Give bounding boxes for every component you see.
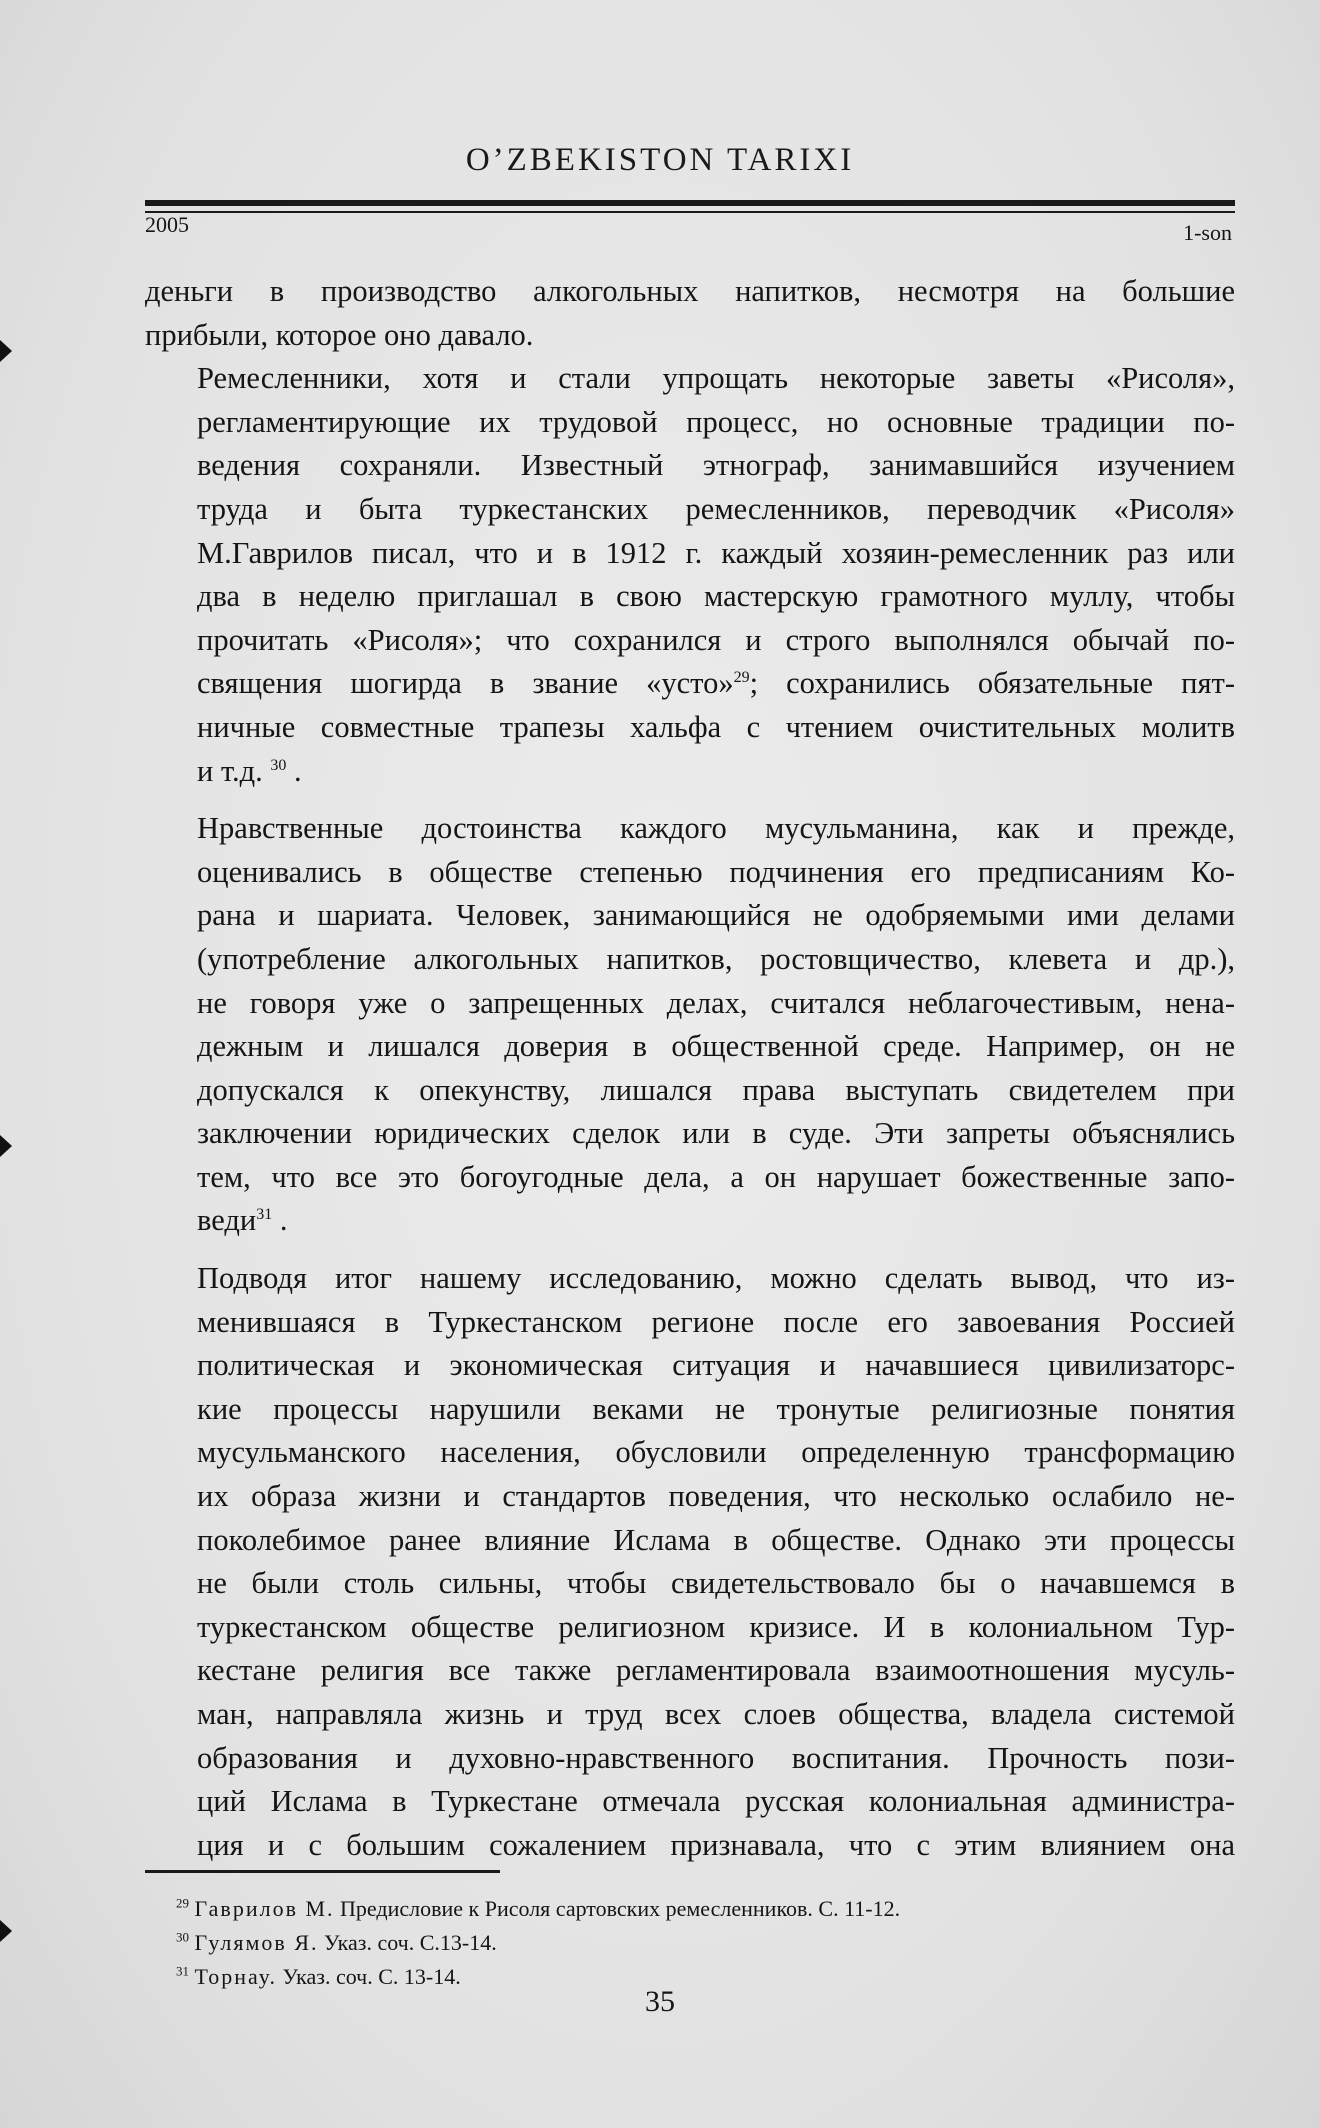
text-line: дежным и лишался доверия в общественной среде. Например, он не <box>197 1029 1235 1064</box>
header-rule <box>145 200 1235 206</box>
footnote: $^{30}$ Гулямов Я. Указ. соч. С.13-14. <box>176 1929 497 1955</box>
text-line: политическая и экономическая ситуация и начавшиеся цивилизаторс- <box>197 1348 1235 1383</box>
footnote-ref: 31 <box>256 1206 273 1224</box>
footnote: $^{31}$ Торнау. Указ. соч. С. 13-14. <box>176 1963 461 1989</box>
text-line: ция и с большим сожалением признавала, что с этим влиянием она <box>197 1827 1235 1862</box>
text-line: труда и быта туркестанских ремесленников, переводчик «Рисоля» <box>197 491 1235 526</box>
text-line: ций Ислама в Туркестане отмечала русская колониальная администра- <box>197 1784 1235 1819</box>
text-line: два в неделю приглашал в свою мастерскую грамотного муллу, чтобы <box>197 579 1235 614</box>
paragraph <box>145 270 1235 357</box>
text-line: поколебимое ранее влияние Ислама в обществе. Однако эти процессы <box>197 1522 1235 1557</box>
text-line: прибыли, которое оно давало. <box>145 317 534 352</box>
issue-number: 1-son <box>1183 220 1232 245</box>
paragraph <box>145 807 1235 1243</box>
binding-hole-mark <box>0 1920 12 1942</box>
header-rule-thin <box>145 211 1235 213</box>
footnote: $^{29}$ Гаврилов М. Предисловие к Рисоля сартовских ремесленников. С. 11-12. <box>176 1895 901 1921</box>
text-line: заключении юридических сделок или в суде. Эти запреты объяснялись <box>197 1116 1235 1151</box>
text-line: кестане религия все также регламентировала взаимоотношения мусуль- <box>197 1653 1235 1688</box>
footnotes <box>176 1892 900 1994</box>
text-line: образования и духовно-нравственного воспитания. Прочность пози- <box>197 1740 1235 1775</box>
text-line: кие процессы нарушили веками не тронутые религиозные понятия <box>197 1391 1235 1426</box>
text-line: веди$^{31}$ . <box>197 1203 288 1238</box>
footnote-ref: 30 <box>270 756 287 774</box>
journal-title: O’ZBEKISTON TARIXI <box>465 142 855 178</box>
text-line: Нравственные достоинства каждого мусульманина, как и прежде, <box>197 811 1235 846</box>
paragraph <box>145 357 1235 793</box>
paragraph <box>145 1257 1235 1867</box>
text-line: не были столь сильны, чтобы свидетельствовало бы о начавшемся в <box>197 1566 1235 1601</box>
footnote-separator <box>145 1870 500 1873</box>
text-line: не говоря уже о запрещенных делах, считался неблагочестивым, нена- <box>197 985 1235 1020</box>
article-body <box>145 270 1235 1867</box>
text-line: допускался к опекунству, лишался права выступать свидетелем при <box>197 1072 1235 1107</box>
text-line: священия шогирда в звание «усто»$^{29}$; сохранились обязательные пят- <box>197 666 1235 701</box>
text-line: ведения сохраняли. Известный этнограф, занимавшийся изучением <box>197 448 1235 483</box>
text-line: тем, что все это богоугодные дела, а он нарушает божественные запо- <box>197 1159 1235 1194</box>
text-line: мусульманского населения, обусловили определенную трансформацию <box>197 1435 1235 1470</box>
text-line: (употребление алкогольных напитков, ростовщичество, клевета и др.), <box>197 941 1235 976</box>
text-line: Подводя итог нашему исследованию, можно сделать вывод, что из- <box>197 1261 1235 1296</box>
text-line: и т.д. $^{30}$ . <box>197 753 302 788</box>
text-line: оценивались в обществе степенью подчинения его предписаниям Ко- <box>197 854 1235 889</box>
binding-hole-mark <box>0 1135 12 1157</box>
text-line: туркестанском обществе религиозном кризисе. И в колониальном Тур- <box>197 1609 1235 1644</box>
text-line: ничные совместные трапезы хальфа с чтением очистительных молитв <box>197 709 1235 744</box>
footnote-ref: 29 <box>733 669 750 687</box>
text-line: их образа жизни и стандартов поведения, что несколько ослабило не- <box>197 1479 1235 1514</box>
text-line: прочитать «Рисоля»; что сохранился и строго выполнялся обычай по- <box>197 622 1235 657</box>
text-line: М.Гаврилов писал, что и в 1912 г. каждый хозяин-ремесленник раз или <box>197 535 1235 570</box>
text-line: менившаяся в Туркестанском регионе после его завоевания Россией <box>197 1304 1235 1339</box>
page-number: 35 <box>645 1985 675 2018</box>
text-line: Ремесленники, хотя и стали упрощать некоторые заветы «Рисоля», <box>197 361 1235 396</box>
text-line: рана и шариата. Человек, занимающийся не одобряемыми ими делами <box>197 898 1235 933</box>
text-line: ман, направляла жизнь и труд всех слоев общества, владела системой <box>197 1697 1235 1731</box>
text-line: регламентирующие их трудовой процесс, но основные традиции по- <box>197 404 1235 439</box>
binding-hole-mark <box>0 340 12 362</box>
text-line: деньги в производство алкогольных напитков, несмотря на большие <box>145 274 1235 308</box>
issue-year: 2005 <box>145 212 189 237</box>
